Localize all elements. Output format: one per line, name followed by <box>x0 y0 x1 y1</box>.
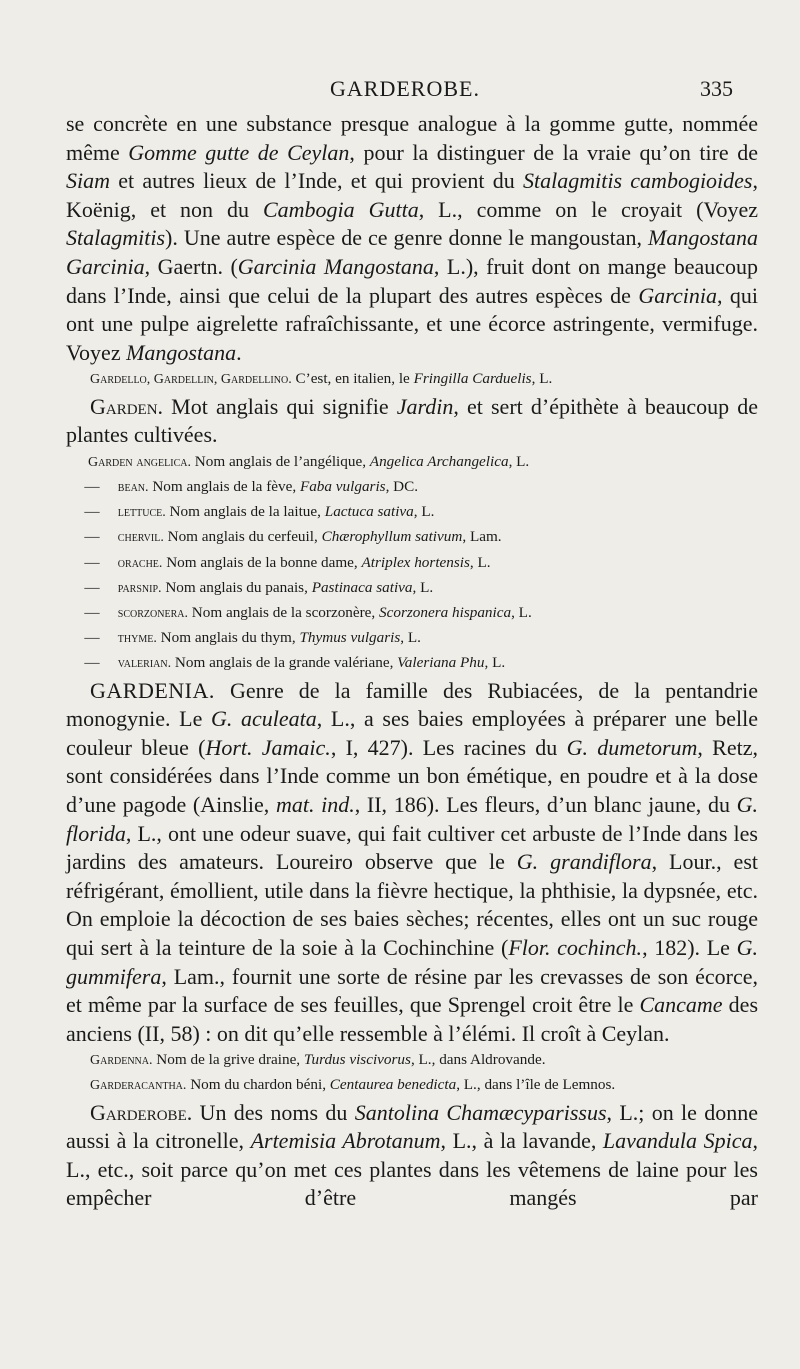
subentry-valerian: — valerian. Nom anglais de la grande valériane, Valeriana Phu, L. <box>84 654 506 672</box>
subentry-lettuce: — lettuce. Nom anglais de la laitue, Lactuca sativa, L. <box>84 503 435 521</box>
paragraph-continuation: se concrète en une substance presque analogue à la gomme gutte, nommée même Gomme gutte de Ceylan, pour la distinguer de la vraie qu’on tire de Siam et autres lieux de l’Inde, et qui provient du Stalagmitis cambogioides, Koënig, et non du Cambogia Gutta, L., comme on le croyait (Voyez Stalagmitis). Une autre espèce de ce genre donne le mangoustan, Mangostana Garcinia, Gaertn. (Garcinia Mangostana, L.), fruit dont on mange beaucoup dans l’Inde, ainsi que celui de la plupart des autres espèces de Garcinia, qui ont une pulpe aigrelette rafraîchissante, et une écorce astringente, vermifuge. Voyez Mangostana. <box>66 111 758 365</box>
garden-subentries <box>66 450 758 677</box>
subentry-bean: — bean. Nom anglais de la fève, Faba vulgaris, DC. <box>84 477 419 495</box>
page-number: 335 <box>700 76 733 101</box>
subentry-orache: — orache. Nom anglais de la bonne dame, Atriplex hortensis, L. <box>84 553 491 571</box>
subentry-scorzonera: — scorzonera. Nom anglais de la scorzonère, Scorzonera hispanica, L. <box>84 603 532 621</box>
entry-gardenia: GARDENIA. Genre de la famille des Rubiacées, de la pentandrie monogynie. Le G. aculeata, L., a ses baies employées à préparer une belle couleur bleue (Hort. Jamaic., I, 427). Les racines du G. dumetorum, Retz, sont considérées dans l’Inde comme un bon émétique, en poudre et à la dose d’une pagode (Ainslie, mat. ind., II, 186). Les fleurs, d’un blanc jaune, du G. florida, L., ont une odeur suave, qui fait cultiver cet arbuste de l’Inde dans les jardins des amateurs. Loureiro observe que le G. grandiflora, Lour., est réfrigérant, émollient, utile dans la fièvre hectique, la phthisie, la dypsnée, etc. On emploie la décoction de ses baies sèches; récentes, elles ont un suc rouge qui sert à la teinture de la soie à la Cochinchine (Flor. cochinch., 182). Le G. gummifera, Lam., fournit une sorte de résine par les crevasses de son écorce, et même par la surface de ses feuilles, que Sprengel croit être le Cancame des anciens (II, 58) : on dit qu’elle ressemble à l’élémi. Il croît à Ceylan. <box>66 677 759 1046</box>
body-text <box>66 110 758 1213</box>
subentry-chervil: — chervil. Nom anglais du cerfeuil, Chærophyllum sativum, Lam. <box>84 528 502 546</box>
subentry-thyme: — thyme. Nom anglais du thym, Thymus vulgaris, L. <box>84 629 421 647</box>
headword: Garden. <box>90 393 164 419</box>
entry-garderacantha: Garderacantha. Nom du chardon béni, Centaurea benedicta, L., dans l’île de Lemnos. <box>90 1076 616 1094</box>
page-header <box>0 72 800 106</box>
subentry-angelica: Garden angelica. Nom anglais de l’angélique, Angelica Archangelica, L. <box>88 452 530 470</box>
headword: Gardenna. <box>90 1053 153 1069</box>
entry-gardenna: Gardenna. Nom de la grive draine, Turdus viscivorus, L., dans Aldrovande. <box>90 1051 546 1069</box>
headword: Gardello, Gardellin, Gardellino. <box>90 372 292 388</box>
running-title: GARDEROBE. <box>330 76 480 101</box>
entry-garden: Garden. Mot anglais qui signifie Jardin, et sert d’épithète à beaucoup de plantes cultivées. <box>66 393 759 448</box>
headword: Garderobe. <box>90 1099 193 1125</box>
headword: Garderacantha. <box>90 1078 187 1094</box>
entry-gardello: Gardello, Gardellin, Gardellino. C’est, en italien, le Fringilla Carduelis, L. <box>90 370 553 388</box>
subentry-parsnip: — parsnip. Nom anglais du panais, Pastinaca sativa, L. <box>84 578 434 596</box>
entry-garderobe: Garderobe. Un des noms du Santolina Chamæcyparissus, L.; on le donne aussi à la citronelle, Artemisia Abrotanum, L., à la lavande, Lavandula Spica, L., etc., soit parce qu’on met ces plantes dans les vêtemens de laine pour les empêcher d’être mangés par <box>66 1099 758 1211</box>
headword: GARDENIA. <box>90 677 215 703</box>
